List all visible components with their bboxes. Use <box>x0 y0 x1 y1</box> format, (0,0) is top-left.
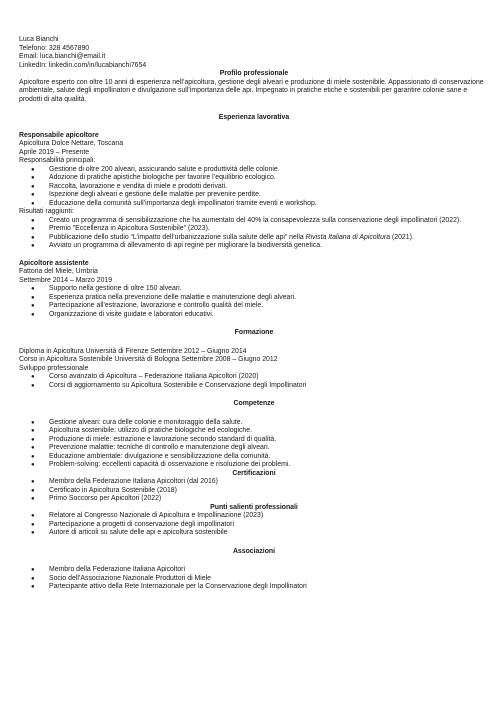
journal-name: Rivista Italiana di Apicoltura <box>305 233 391 241</box>
bullet-icon: ● <box>31 374 35 380</box>
job-entry <box>19 132 489 251</box>
bullet-icon: ● <box>31 303 35 309</box>
bullet-icon: ● <box>31 243 35 249</box>
skills-list <box>19 419 489 470</box>
job-company: Apicoltura Dolce Nettare, Toscana <box>19 140 124 147</box>
job-entry <box>19 260 489 320</box>
bullet-icon: ● <box>31 382 35 389</box>
bullet-icon: ● <box>31 445 35 451</box>
list-item: ● Creato un programma di sensibilizzazione che ha aumentato del 40% la consapevolezza sulla conservazione degli impollinatori (2022). <box>31 216 462 224</box>
degree-entry: Corso in Apicoltura Sostenibile Università di Bologna Settembre 2008 – Giugno 2012 <box>19 356 278 363</box>
development-list <box>19 373 489 390</box>
bullet-icon: ● <box>31 575 35 582</box>
list-item: ● Pubblicazione dello studio “L’impatto dell’urbanizzazione sulla salute delle api” nella Rivista Italiana di Apicoltura (2021). <box>31 233 414 241</box>
list-item: ● Problem-solving: eccellenti capacità di osservazione e risoluzione dei problemi. <box>31 461 291 468</box>
list-item: ● Esperienza pratica nella prevenzione delle malattie e manutenzione degli alveari. <box>31 293 297 301</box>
list-item: ● Socio dell’Associazione Nazionale Produttori di Miele <box>31 574 212 582</box>
associations-list <box>19 566 489 592</box>
job-title: Responsabile apicoltore <box>19 131 99 139</box>
highlights-list <box>19 512 489 538</box>
bullet-icon: ● <box>31 513 35 519</box>
list-item: ● Autore di articoli su salute delle api e apicoltura sostenibile <box>31 529 228 536</box>
education-heading: Formazione <box>234 329 274 336</box>
list-item: ● Corso avanzato di Apicoltura – Federazione Italiana Apicoltori (2020) <box>31 373 259 380</box>
list-item: ● Educazione ambientale: divulgazione e sensibilizzazione della comunità. <box>31 452 271 460</box>
list-item: ● Apicoltura sostenibile: utilizzo di pratiche biologiche ed ecologiche. <box>31 427 253 434</box>
list-item: ● Relatore al Congresso Nazionale di Apicoltura e Impollinazione (2023) <box>31 512 264 519</box>
contact-linkedin: LinkedIn: linkedin.com/in/lucabianchi7654 <box>19 61 147 69</box>
job-company: Fattoria del Miele, Umbria <box>19 268 98 275</box>
bullet-icon: ● <box>31 175 35 181</box>
bullet-icon: ● <box>31 286 35 292</box>
list-item: ● Prevenzione malattie: tecniche di controllo e manutenzione degli alveari. <box>31 444 270 451</box>
skills-heading: Competenze <box>233 400 275 407</box>
bullet-icon: ● <box>31 567 35 573</box>
list-item: ● Avviato un programma di allevamento di api regine per migliorare la biodiversità genetica. <box>31 242 322 249</box>
certifications-heading: Certificazioni <box>232 469 276 477</box>
list-item: ● Gestione di oltre 200 alveari, assicurando salute e produttività delle colonie. <box>31 165 280 173</box>
list-item: ● Partecipante attivo della Rete Internazionale per la Conservazione degli Impollinatori <box>31 583 307 590</box>
associations-heading: Associazioni <box>232 547 276 555</box>
results-list <box>19 217 489 251</box>
list-item: ● Educazione della comunità sull’importanza degli impollinatori tramite eventi e workshop. <box>31 199 317 207</box>
contact-email: Email: luca.bianchi@email.it <box>19 53 106 60</box>
bullet-icon: ● <box>31 462 35 468</box>
responsibilities-label: Responsabilità principali: <box>19 157 96 164</box>
bullet-icon: ● <box>31 234 35 241</box>
contact-name: Luca Bianchi <box>19 36 59 43</box>
bullet-icon: ● <box>31 419 35 426</box>
list-item: ● Certificato in Apicoltura Sostenibile (2018) <box>31 486 177 494</box>
profile-text: Apicoltore esperto con oltre 10 anni di esperienza nell’apicoltura, gestione degli alveari e produzione di miele sostenibile. Appassionato di conservazione ambientale, salute degli impollinatori e divulgazione sull’importanza delle api. Impegnato in pratiche etiche e sostenibili per garantire colonie sane e prodotti di alta qualità. <box>19 78 484 103</box>
bullet-icon: ● <box>31 496 35 502</box>
list-item: ● Adozione di pratiche apistiche biologiche per favorire l’equilibrio ecologico. <box>31 174 276 181</box>
bullet-icon: ● <box>31 521 35 528</box>
responsibilities-list <box>19 166 489 209</box>
bullet-icon: ● <box>31 453 35 460</box>
list-item: ● Raccolta, lavorazione e vendita di miele e prodotti derivati. <box>31 182 228 190</box>
certifications-list <box>19 478 489 504</box>
contact-phone: Telefono: 328 4567890 <box>19 44 90 52</box>
list-item: ● Ispezione degli alveari e gestione delle malattie per prevenire perdite. <box>31 191 261 198</box>
bullet-icon: ● <box>31 436 35 443</box>
job-dates: Settembre 2014 – Marzo 2019 <box>19 276 113 284</box>
list-item: ● Produzione di miele: estrazione e lavorazione secondo standard di qualità. <box>31 435 277 443</box>
contact-block <box>19 36 489 70</box>
list-item: ● Partecipazione all’estrazione, lavorazione e controllo qualità del miele. <box>31 302 264 309</box>
experience-heading: Esperienza lavorativa <box>218 114 290 121</box>
bullet-icon: ● <box>31 183 35 190</box>
list-item: ● Gestione alveari: cura delle colonie e monitoraggio della salute. <box>31 418 243 426</box>
results-label: Risultati raggiunti: <box>19 208 74 215</box>
bullet-icon: ● <box>31 217 35 224</box>
bullet-icon: ● <box>31 311 35 318</box>
bullet-icon: ● <box>31 200 35 207</box>
list-item: ● Organizzazione di visite guidate e laboratori educativi. <box>31 310 214 318</box>
list-item: ● Supporto nella gestione di oltre 150 alveari. <box>31 285 182 292</box>
bullet-icon: ● <box>31 487 35 494</box>
bullet-icon: ● <box>31 166 35 173</box>
job-dates: Aprile 2019 – Presente <box>19 148 90 156</box>
resume-document <box>19 36 489 592</box>
responsibilities-list <box>19 285 489 319</box>
list-item: ● Membro della Federazione Italiana Apicoltori (dal 2016) <box>31 478 218 485</box>
bullet-icon: ● <box>31 428 35 434</box>
development-label: Sviluppo professionale <box>19 364 89 372</box>
list-item: ● Primo Soccorso per Apicoltori (2022) <box>31 495 162 502</box>
degree-entry: Diploma in Apicoltura Università di Firenze Settembre 2012 – Giugno 2014 <box>19 347 247 355</box>
bullet-icon: ● <box>31 584 35 590</box>
profile-heading: Profilo professionale <box>219 70 289 77</box>
bullet-icon: ● <box>31 479 35 485</box>
bullet-icon: ● <box>31 226 35 232</box>
bullet-icon: ● <box>31 530 35 536</box>
job-title: Apicoltore assistente <box>19 259 89 267</box>
bullet-icon: ● <box>31 192 35 198</box>
bullet-icon: ● <box>31 294 35 301</box>
list-item: ● Corsi di aggiornamento su Apicoltura Sostenibile e Conservazione degli Impollinatori <box>31 381 307 389</box>
highlights-heading: Punti salienti professionali <box>210 503 298 511</box>
list-item: ● Partecipazione a progetti di conservazione degli impollinatori <box>31 520 235 528</box>
list-item: ● Membro della Federazione Italiana Apicoltori <box>31 566 185 573</box>
list-item: ● Premio "Eccellenza in Apicoltura Sostenibile" (2023). <box>31 225 210 232</box>
